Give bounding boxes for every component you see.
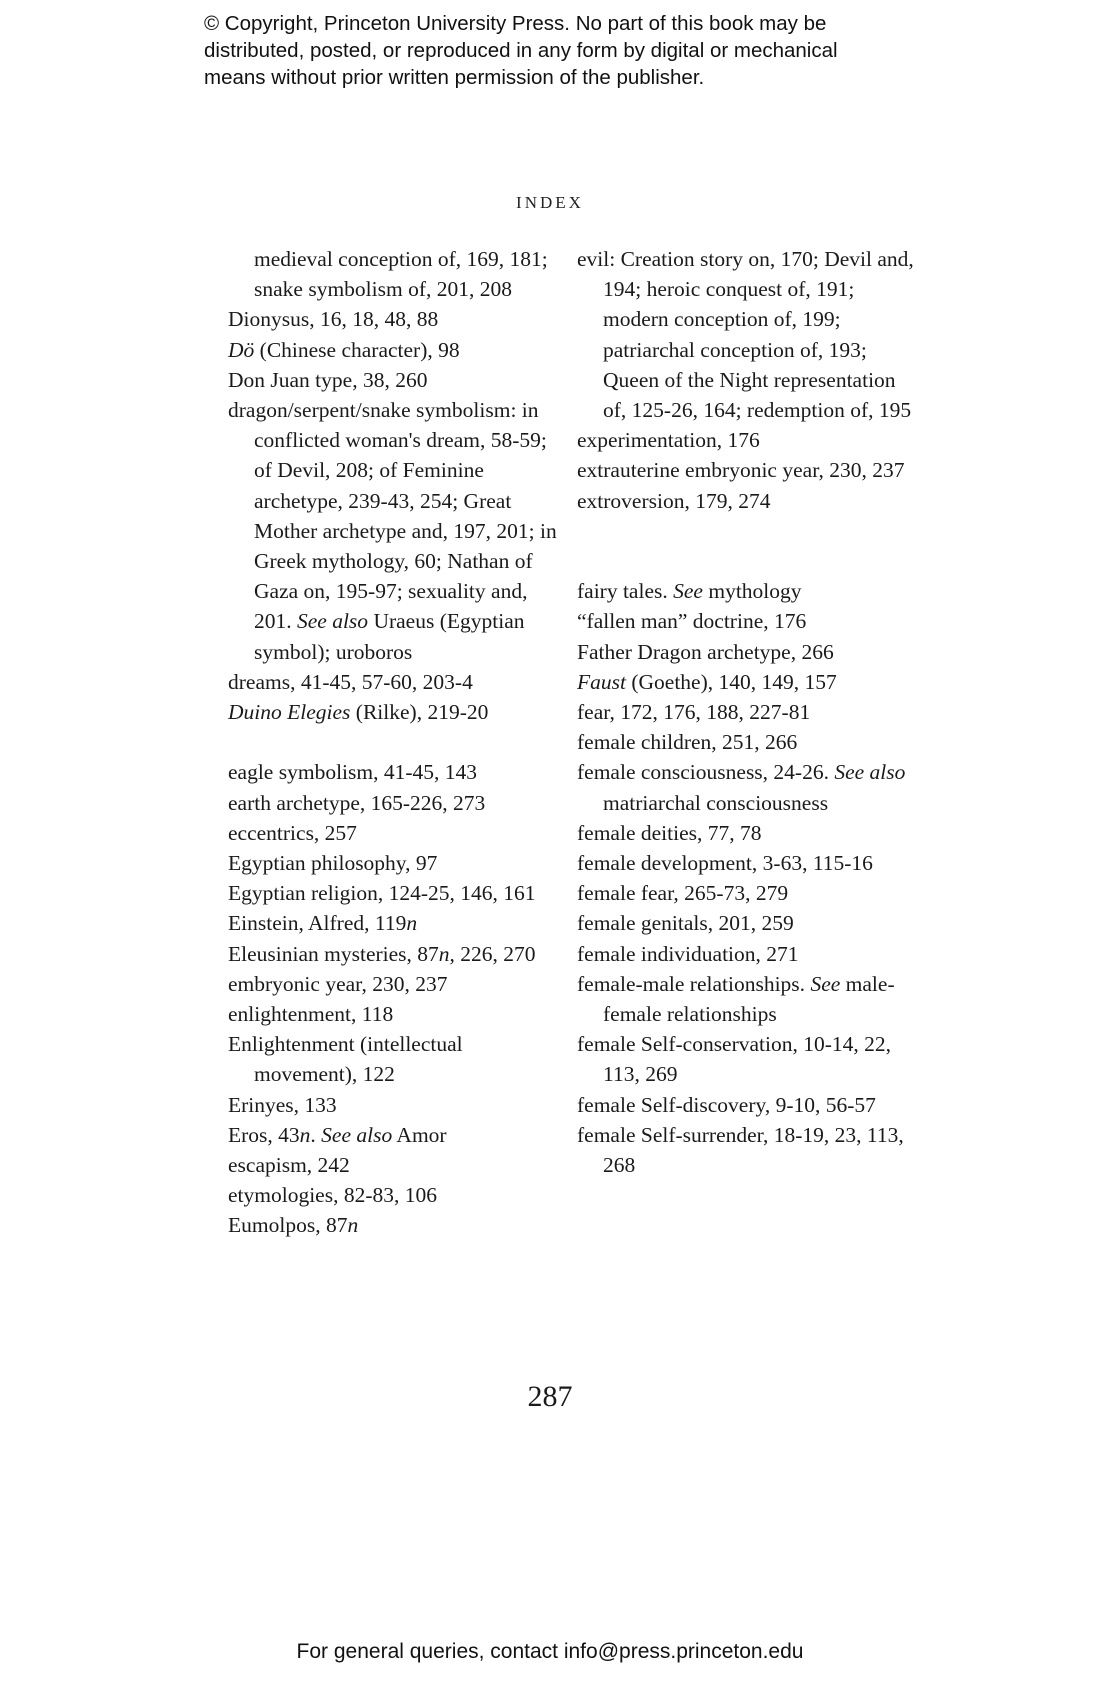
index-entry: “fallen man” doctrine, 176 bbox=[577, 609, 807, 634]
letter-gap bbox=[228, 727, 568, 757]
index-entry bbox=[228, 908, 568, 938]
index-entry: extrauterine embryonic year, 230, 237 bbox=[577, 458, 905, 483]
entry-text: matriarchal consciousness bbox=[603, 790, 829, 815]
entry-text: Eros, 43 bbox=[228, 1122, 300, 1147]
letter-gap bbox=[577, 516, 917, 576]
entry-text: Eleusinian mysteries, 87 bbox=[228, 941, 439, 966]
entry-text: . bbox=[310, 1122, 322, 1147]
entry-text: dragon/serpent/snake symbolism: in conflicted woman's dream, 58-59; of Devil, 208; of Feminine archetype, 239-43, 254; Great Mother archetype and, 197, 201; in Greek mythology, 60; Nathan of Gaza on, 195-97; sexuality and, 201. bbox=[228, 398, 557, 634]
copyright-line: © Copyright, Princeton University Press. No part of this book may be bbox=[204, 12, 827, 35]
italic-term: Duino Elegies bbox=[228, 700, 351, 725]
index-entry: dreams, 41-45, 57-60, 203-4 bbox=[228, 669, 473, 694]
entry-text: Eumolpos, 87 bbox=[228, 1213, 348, 1238]
index-entry: female deities, 77, 78 bbox=[577, 820, 762, 845]
entry-text: female consciousness, 24-26. bbox=[577, 760, 835, 785]
note-marker: n bbox=[406, 911, 418, 936]
index-entry: Father Dragon archetype, 266 bbox=[577, 639, 834, 664]
italic-term: Faust bbox=[577, 669, 626, 694]
entry-text: Einstein, Alfred, 119 bbox=[228, 911, 407, 936]
index-entry: extroversion, 179, 274 bbox=[577, 488, 771, 513]
index-entry: etymologies, 82-83, 106 bbox=[228, 1183, 438, 1208]
entry-text: (Goethe), 140, 149, 157 bbox=[625, 669, 837, 694]
entry-text: Uraeus (Egyptian symbol); uroboros bbox=[254, 609, 525, 664]
index-entry: Don Juan type, 38, 260 bbox=[228, 367, 428, 392]
see-also: See bbox=[673, 579, 703, 604]
see-also: See bbox=[810, 971, 841, 996]
index-entry: Egyptian religion, 124-25, 146, 161 bbox=[228, 881, 536, 906]
index-entry: Egyptian philosophy, 97 bbox=[228, 851, 438, 876]
index-entry bbox=[228, 1210, 568, 1240]
copyright-notice bbox=[204, 10, 904, 91]
entry-text: (Chinese character), 98 bbox=[254, 337, 460, 362]
copyright-line: means without prior written permission of the publisher. bbox=[204, 66, 705, 89]
index-entry: fear, 172, 176, 188, 227-81 bbox=[577, 700, 811, 725]
entry-text: Amor bbox=[392, 1122, 447, 1147]
index-entry bbox=[577, 576, 917, 606]
index-entry bbox=[228, 395, 568, 667]
note-marker: n bbox=[438, 941, 450, 966]
index-entry: female individuation, 271 bbox=[577, 941, 799, 966]
index-entry: female Self-conservation, 10-14, 22, 113, 269 bbox=[577, 1032, 892, 1087]
running-header: INDEX bbox=[516, 193, 584, 212]
index-entry: female fear, 265-73, 279 bbox=[577, 881, 789, 906]
index-entry bbox=[228, 697, 568, 727]
index-entry: eagle symbolism, 41-45, 143 bbox=[228, 760, 478, 785]
index-entry: Erinyes, 133 bbox=[228, 1092, 337, 1117]
index-entry: medieval conception of, 169, 181; snake symbolism of, 201, 208 bbox=[254, 247, 548, 302]
entry-text: female-male relationships. bbox=[577, 971, 811, 996]
index-entry bbox=[577, 667, 917, 697]
entry-text: fairy tales. bbox=[577, 579, 674, 604]
index-entry bbox=[228, 939, 568, 969]
index-entry bbox=[577, 969, 917, 1029]
note-marker: n bbox=[299, 1122, 311, 1147]
index-entry: female genitals, 201, 259 bbox=[577, 911, 794, 936]
entry-text: mythology bbox=[702, 579, 802, 604]
entry-text: male-female relationships bbox=[603, 971, 895, 1027]
index-entry: Enlightenment (intellectual movement), 122 bbox=[228, 1032, 463, 1087]
see-also: See also bbox=[834, 760, 906, 785]
entry-text: , 226, 270 bbox=[449, 941, 536, 966]
index-entry: earth archetype, 165-226, 273 bbox=[228, 790, 486, 815]
index-entry: evil: Creation story on, 170; Devil and, 194; heroic conquest of, 191; modern conception of, 199; patriarchal conception of, 193; Queen of the Night representation of, 125-26, 164; redemption of, 195 bbox=[577, 247, 914, 423]
index-entry bbox=[577, 757, 917, 817]
footer-contact: For general queries, contact info@press.princeton.edu bbox=[296, 1640, 804, 1663]
index-column-left bbox=[228, 244, 568, 1241]
index-entry bbox=[228, 335, 568, 365]
index-entry: female Self-surrender, 18-19, 23, 113, 268 bbox=[577, 1122, 904, 1178]
italic-term: Dö bbox=[228, 337, 255, 362]
page-number: 287 bbox=[527, 1380, 573, 1413]
index-entry: eccentrics, 257 bbox=[228, 820, 357, 845]
index-entry: female development, 3-63, 115-16 bbox=[577, 851, 873, 876]
see-also: See also bbox=[297, 609, 369, 634]
index-entry: embryonic year, 230, 237 bbox=[228, 971, 448, 996]
see-also: See also bbox=[321, 1122, 393, 1147]
copyright-line: distributed, posted, or reproduced in any form by digital or mechanical bbox=[204, 39, 838, 62]
note-marker: n bbox=[347, 1213, 359, 1238]
index-entry: escapism, 242 bbox=[228, 1153, 350, 1178]
index-entry: female children, 251, 266 bbox=[577, 730, 798, 755]
index-entry: enlightenment, 118 bbox=[228, 1002, 394, 1027]
index-entry: experimentation, 176 bbox=[577, 428, 760, 453]
index-entry: female Self-discovery, 9-10, 56-57 bbox=[577, 1092, 876, 1117]
entry-text: (Rilke), 219-20 bbox=[350, 700, 489, 725]
index-column-right bbox=[577, 244, 917, 1180]
index-entry: Dionysus, 16, 18, 48, 88 bbox=[228, 307, 439, 332]
index-entry bbox=[228, 1120, 568, 1150]
